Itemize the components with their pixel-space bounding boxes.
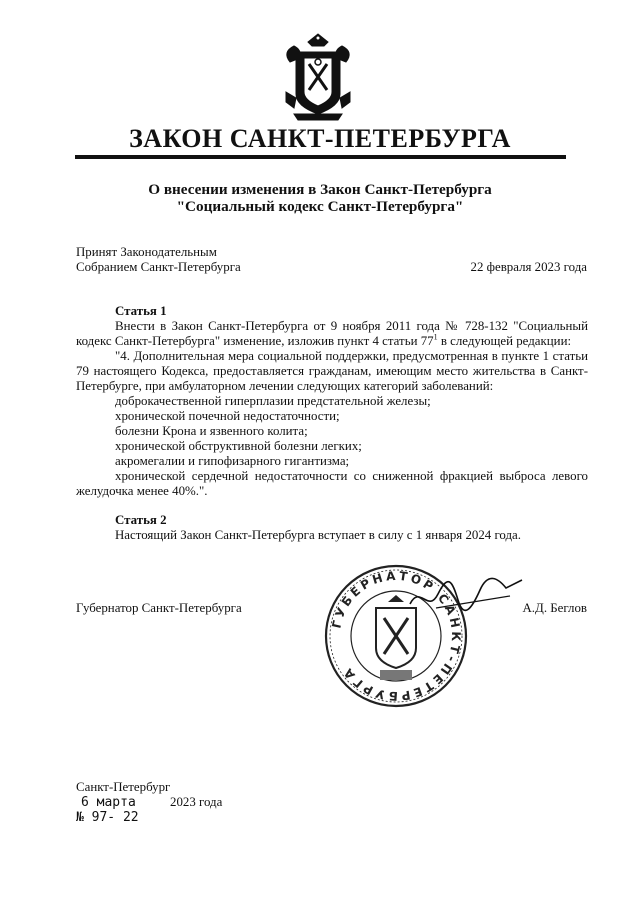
law-subject — [0, 181, 640, 215]
adoption-date: 22 февраля 2023 года — [470, 260, 587, 274]
list-item-last: хронической сердечной недостаточности со сниженной фракцией выброса левого желудочка менее 40%.". — [76, 469, 588, 498]
law-title: ЗАКОН САНКТ-ПЕТЕРБУРГА — [129, 124, 511, 153]
disease-list — [76, 394, 588, 469]
list-item: доброкачественной гиперплазии предстательной железы; — [115, 394, 431, 408]
article-1-new-text: "4. Дополнительная мера социальной поддержки, предусмотренная в пункте 1 статьи 79 настоящего Кодекса, предоставляется гражданам, имеющим место жительства в Санкт-Петербурге, при амбулаторном лечении следующих категорий заболеваний: — [76, 349, 588, 393]
subject-line: О внесении изменения в Закон Санкт-Петербурга — [148, 181, 492, 198]
adoption-line: Собранием Санкт-Петербурга — [76, 260, 241, 274]
article-1-body — [76, 319, 588, 499]
svg-text:ГУБЕРНАТОР САНКТ-ПЕТЕРБУРГА: ГУБЕРНАТОР САНКТ-ПЕТЕРБУРГА — [329, 568, 464, 704]
article-2-heading: Статья 2 — [115, 513, 167, 527]
article-1-intro: Внести в Закон Санкт-Петербурга от 9 ноября 2011 года № 728-132 "Социальный кодекс Санкт-Петербурга" изменение, изложив пункт 4 статьи $77^1$ в следующей редакции: — [76, 319, 588, 348]
coat-of-arms-icon — [280, 32, 356, 122]
subject-line: "Социальный кодекс Санкт-Петербурга" — [176, 198, 464, 215]
article-1-heading: Статья 1 — [115, 304, 167, 318]
title-divider — [75, 155, 566, 159]
signing-place: Санкт-Петербург — [76, 780, 171, 794]
governor-title: Губернатор Санкт-Петербурга — [76, 601, 242, 615]
law-number: № 97- 22 — [76, 810, 139, 825]
list-item: болезни Крона и язвенного колита; — [115, 424, 308, 438]
adoption-line: Принят Законодательным — [76, 245, 217, 259]
signing-day-month: 6 марта — [81, 795, 136, 810]
governor-name: А.Д. Беглов — [522, 601, 587, 615]
article-2-text: Настоящий Закон Санкт-Петербурга вступает в силу с 1 января 2024 года. — [115, 528, 521, 542]
adoption-body — [76, 245, 241, 275]
signing-year: 2023 года — [170, 795, 223, 809]
list-item: хронической обструктивной болезни легких; — [115, 439, 362, 453]
list-item: хронической почечной недостаточности; — [115, 409, 340, 423]
handwritten-signature-icon — [406, 574, 526, 616]
list-item: акромегалии и гипофизарного гигантизма; — [115, 454, 350, 468]
